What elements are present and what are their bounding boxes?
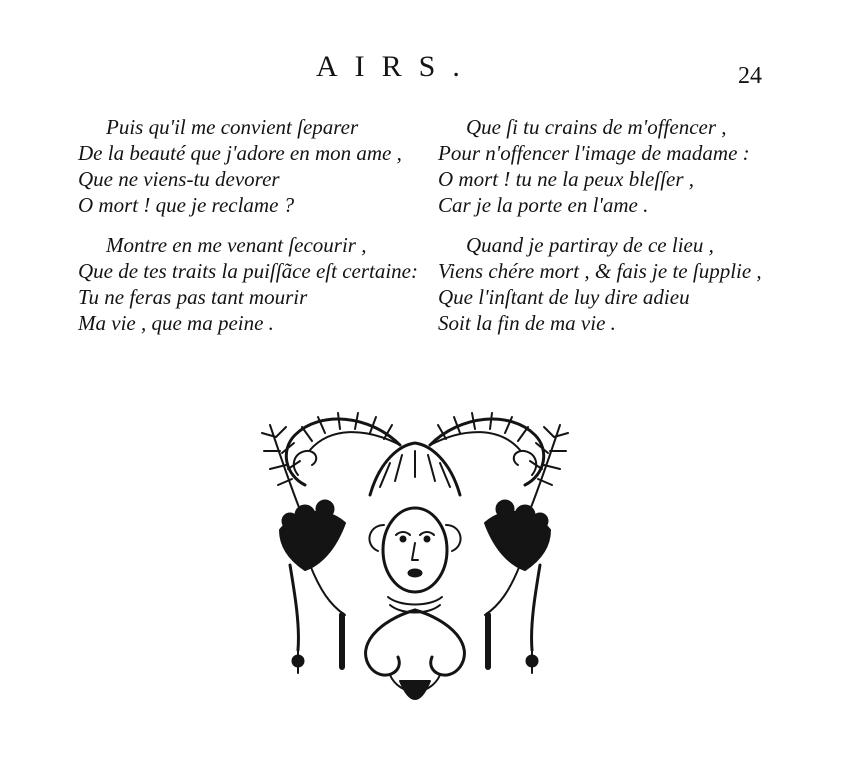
verse-line: De la beauté que j'adore en mon ame , [78,141,402,165]
verse-line: Tu ne feras pas tant mourir [78,285,308,309]
verse-line: Quand je partiray de ce lieu , [466,233,714,257]
mask-ornament-icon [250,405,580,715]
verse-line: Puis qu'il me convient ſeparer [106,115,359,139]
stanza-4 [438,232,762,336]
verse-line: O mort ! que je reclame ? [78,193,295,217]
stanza-1 [78,114,402,218]
verse-line: Pour n'offencer l'image de madame : [438,141,750,165]
stanza-3 [78,232,418,336]
verse-line: O mort ! tu ne la peux bleſſer , [438,167,695,191]
verse-line: Que de tes traits la puiſſãce eſt certaine: [78,259,418,283]
verse-line: Viens chére mort , & fais je te ſupplie , [438,259,762,283]
verse-line: Ma vie , que ma peine . [78,311,274,335]
stanza-2 [438,114,750,218]
verse-line: Que ne viens-tu devorer [78,167,280,191]
verse-line: Que l'inſtant de luy dire adieu [438,285,690,309]
verse-line: Car je la porte en l'ame . [438,193,649,217]
section-title: AIRS. [316,50,477,83]
verse-line: Soit la fin de ma vie . [438,311,616,335]
page-number: 24 [738,63,762,89]
verse-line: Montre en me venant ſecourir , [106,233,367,257]
verse-line: Que ſi tu crains de m'offencer , [466,115,727,139]
